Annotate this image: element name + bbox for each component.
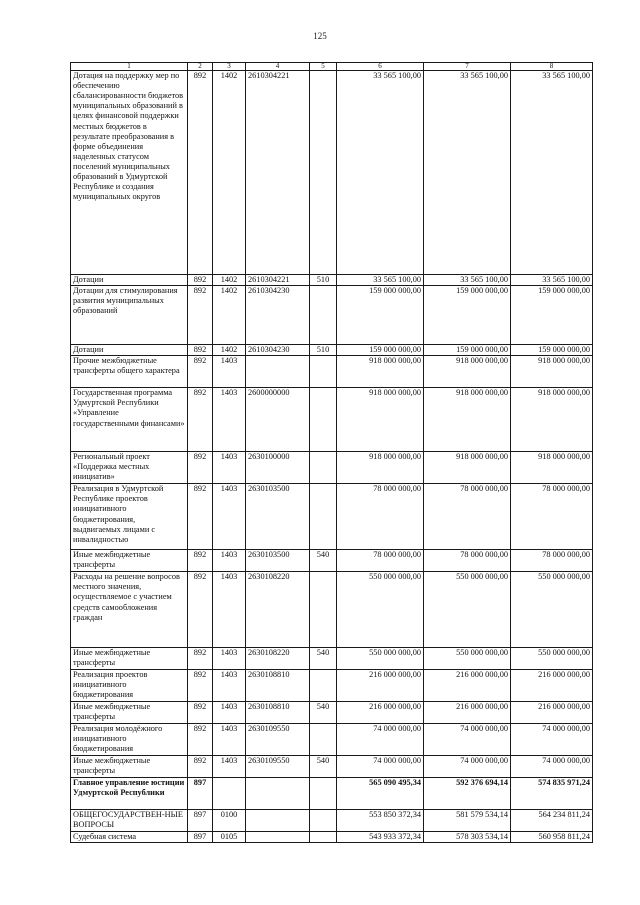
table-row (71, 484, 593, 550)
target-article-code (246, 778, 310, 810)
amount-year-2: 216 000 000,00 (424, 702, 511, 724)
amount-year-3: 159 000 000,00 (511, 286, 593, 345)
amount-year-3: 574 835 971,24 (511, 778, 593, 810)
amount-year-1: 550 000 000,00 (337, 648, 424, 670)
amount-year-3: 216 000 000,00 (511, 670, 593, 702)
target-article-code: 2610304221 (246, 275, 310, 286)
amount-year-1: 78 000 000,00 (337, 484, 424, 550)
expense-type-code (310, 724, 337, 756)
target-article-code: 2630108220 (246, 648, 310, 670)
section-code: 1402 (213, 71, 246, 275)
amount-year-3: 33 565 100,00 (511, 275, 593, 286)
amount-year-3: 74 000 000,00 (511, 724, 593, 756)
column-number: 1 (71, 63, 188, 71)
amount-year-2: 592 376 694,14 (424, 778, 511, 810)
section-code: 1402 (213, 275, 246, 286)
expense-type-code: 540 (310, 756, 337, 778)
expense-type-code (310, 832, 337, 843)
section-code: 1403 (213, 702, 246, 724)
amount-year-3: 33 565 100,00 (511, 71, 593, 275)
amount-year-1: 550 000 000,00 (337, 572, 424, 648)
grbs-code: 892 (188, 345, 213, 356)
row-name: Дотации (71, 345, 188, 356)
amount-year-2: 33 565 100,00 (424, 275, 511, 286)
amount-year-2: 78 000 000,00 (424, 484, 511, 550)
column-number-row (71, 63, 593, 71)
grbs-code: 892 (188, 648, 213, 670)
column-number: 4 (246, 63, 310, 71)
amount-year-1: 918 000 000,00 (337, 452, 424, 484)
grbs-code: 897 (188, 810, 213, 832)
section-code: 0105 (213, 832, 246, 843)
section-code: 1403 (213, 484, 246, 550)
amount-year-2: 581 579 534,14 (424, 810, 511, 832)
grbs-code: 892 (188, 356, 213, 388)
amount-year-2: 550 000 000,00 (424, 648, 511, 670)
table-row (71, 345, 593, 356)
amount-year-2: 918 000 000,00 (424, 452, 511, 484)
grbs-code: 892 (188, 572, 213, 648)
expense-type-code: 540 (310, 648, 337, 670)
amount-year-2: 78 000 000,00 (424, 550, 511, 572)
section-code (213, 778, 246, 810)
table-row (71, 388, 593, 452)
amount-year-2: 578 303 534,14 (424, 832, 511, 843)
table-row (71, 550, 593, 572)
amount-year-3: 564 234 811,24 (511, 810, 593, 832)
amount-year-1: 216 000 000,00 (337, 702, 424, 724)
section-code: 1403 (213, 724, 246, 756)
amount-year-3: 74 000 000,00 (511, 756, 593, 778)
amount-year-3: 560 958 811,24 (511, 832, 593, 843)
expense-type-code (310, 71, 337, 275)
target-article-code: 2630103500 (246, 484, 310, 550)
grbs-code: 892 (188, 71, 213, 275)
row-name: Реализация в Удмуртской Республике проектов инициативного бюджетирования, выдвигаемых лицами с инвалидностью (71, 484, 188, 550)
table-row (71, 832, 593, 843)
grbs-code: 892 (188, 286, 213, 345)
target-article-code: 2630103500 (246, 550, 310, 572)
row-name: Дотации для стимулирования развития муниципальных образований (71, 286, 188, 345)
grbs-code: 897 (188, 778, 213, 810)
section-code: 1403 (213, 670, 246, 702)
section-code: 1403 (213, 388, 246, 452)
section-code: 1403 (213, 550, 246, 572)
target-article-code: 2610304230 (246, 286, 310, 345)
section-code: 0100 (213, 810, 246, 832)
expense-type-code (310, 484, 337, 550)
target-article-code: 2610304221 (246, 71, 310, 275)
column-number: 8 (511, 63, 593, 71)
amount-year-3: 918 000 000,00 (511, 388, 593, 452)
budget-table (70, 62, 593, 843)
amount-year-1: 918 000 000,00 (337, 388, 424, 452)
expense-type-code (310, 778, 337, 810)
amount-year-2: 74 000 000,00 (424, 756, 511, 778)
amount-year-1: 159 000 000,00 (337, 345, 424, 356)
target-article-code: 2630108810 (246, 670, 310, 702)
target-article-code: 2630100000 (246, 452, 310, 484)
expense-type-code (310, 670, 337, 702)
grbs-code: 892 (188, 550, 213, 572)
row-name: Государственная программа Удмуртской Республики «Управление государственными финансами» (71, 388, 188, 452)
expense-type-code: 540 (310, 550, 337, 572)
grbs-code: 897 (188, 832, 213, 843)
row-name: Прочие межбюджетные трансферты общего характера (71, 356, 188, 388)
amount-year-1: 33 565 100,00 (337, 275, 424, 286)
amount-year-1: 216 000 000,00 (337, 670, 424, 702)
amount-year-1: 78 000 000,00 (337, 550, 424, 572)
amount-year-2: 74 000 000,00 (424, 724, 511, 756)
row-name: Иные межбюджетные трансферты (71, 702, 188, 724)
grbs-code: 892 (188, 756, 213, 778)
expense-type-code: 540 (310, 702, 337, 724)
grbs-code: 892 (188, 388, 213, 452)
target-article-code (246, 832, 310, 843)
row-name: Реализация молодёжного инициативного бюджетирования (71, 724, 188, 756)
section-code: 1403 (213, 356, 246, 388)
amount-year-3: 918 000 000,00 (511, 452, 593, 484)
column-number: 5 (310, 63, 337, 71)
target-article-code: 2610304230 (246, 345, 310, 356)
amount-year-2: 216 000 000,00 (424, 670, 511, 702)
amount-year-3: 550 000 000,00 (511, 648, 593, 670)
section-code: 1403 (213, 648, 246, 670)
table-row (71, 756, 593, 778)
amount-year-3: 159 000 000,00 (511, 345, 593, 356)
table-row (71, 452, 593, 484)
table-body (71, 63, 593, 843)
target-article-code: 2630109550 (246, 724, 310, 756)
table-row (71, 648, 593, 670)
grbs-code: 892 (188, 724, 213, 756)
amount-year-1: 74 000 000,00 (337, 724, 424, 756)
row-name: Дотации (71, 275, 188, 286)
amount-year-2: 918 000 000,00 (424, 388, 511, 452)
grbs-code: 892 (188, 484, 213, 550)
row-name: Дотация на поддержку мер по обеспечению сбалансированности бюджетов муниципальных образований в целях финансовой поддержки местных бюджетов в результате преобразования в форме объединения наделенных статусом поселений муниципальных образований в Удмуртской Республике и создания муниципальных округов (71, 71, 188, 275)
amount-year-2: 33 565 100,00 (424, 71, 511, 275)
expense-type-code: 510 (310, 275, 337, 286)
amount-year-3: 78 000 000,00 (511, 550, 593, 572)
expense-type-code: 510 (310, 345, 337, 356)
expense-type-code (310, 810, 337, 832)
row-name: ОБЩЕГОСУДАРСТВЕН-НЫЕ ВОПРОСЫ (71, 810, 188, 832)
target-article-code (246, 810, 310, 832)
amount-year-2: 550 000 000,00 (424, 572, 511, 648)
amount-year-1: 918 000 000,00 (337, 356, 424, 388)
amount-year-3: 78 000 000,00 (511, 484, 593, 550)
target-article-code: 2630108810 (246, 702, 310, 724)
amount-year-2: 159 000 000,00 (424, 286, 511, 345)
grbs-code: 892 (188, 275, 213, 286)
row-name: Иные межбюджетные трансферты (71, 648, 188, 670)
target-article-code: 2600000000 (246, 388, 310, 452)
table-row (71, 275, 593, 286)
column-number: 2 (188, 63, 213, 71)
grbs-code: 892 (188, 670, 213, 702)
amount-year-1: 74 000 000,00 (337, 756, 424, 778)
amount-year-3: 216 000 000,00 (511, 702, 593, 724)
table-row (71, 778, 593, 810)
table-row (71, 572, 593, 648)
grbs-code: 892 (188, 702, 213, 724)
column-number: 6 (337, 63, 424, 71)
table-row (71, 71, 593, 275)
amount-year-1: 565 090 495,34 (337, 778, 424, 810)
amount-year-2: 918 000 000,00 (424, 356, 511, 388)
target-article-code (246, 356, 310, 388)
expense-type-code (310, 452, 337, 484)
table-row (71, 670, 593, 702)
row-name: Судебная система (71, 832, 188, 843)
target-article-code: 2630108220 (246, 572, 310, 648)
expense-type-code (310, 356, 337, 388)
table-row (71, 286, 593, 345)
column-number: 3 (213, 63, 246, 71)
row-name: Региональный проект «Поддержка местных инициатив» (71, 452, 188, 484)
table-row (71, 356, 593, 388)
section-code: 1403 (213, 572, 246, 648)
expense-type-code (310, 388, 337, 452)
amount-year-3: 918 000 000,00 (511, 356, 593, 388)
expense-type-code (310, 286, 337, 345)
amount-year-2: 159 000 000,00 (424, 345, 511, 356)
row-name: Иные межбюджетные трансферты (71, 550, 188, 572)
amount-year-3: 550 000 000,00 (511, 572, 593, 648)
section-code: 1402 (213, 286, 246, 345)
amount-year-1: 543 933 372,34 (337, 832, 424, 843)
amount-year-1: 553 850 372,34 (337, 810, 424, 832)
row-name: Иные межбюджетные трансферты (71, 756, 188, 778)
amount-year-1: 159 000 000,00 (337, 286, 424, 345)
expense-type-code (310, 572, 337, 648)
section-code: 1403 (213, 452, 246, 484)
row-name: Главное управление юстиции Удмуртской Республики (71, 778, 188, 810)
section-code: 1403 (213, 756, 246, 778)
page-number: 125 (313, 31, 327, 41)
amount-year-1: 33 565 100,00 (337, 71, 424, 275)
table-row (71, 724, 593, 756)
row-name: Реализация проектов инициативного бюджетирования (71, 670, 188, 702)
column-number: 7 (424, 63, 511, 71)
table-row (71, 702, 593, 724)
row-name: Расходы на решение вопросов местного значения, осуществляемое с участием средств самообложения граждан (71, 572, 188, 648)
section-code: 1402 (213, 345, 246, 356)
grbs-code: 892 (188, 452, 213, 484)
table-row (71, 810, 593, 832)
target-article-code: 2630109550 (246, 756, 310, 778)
